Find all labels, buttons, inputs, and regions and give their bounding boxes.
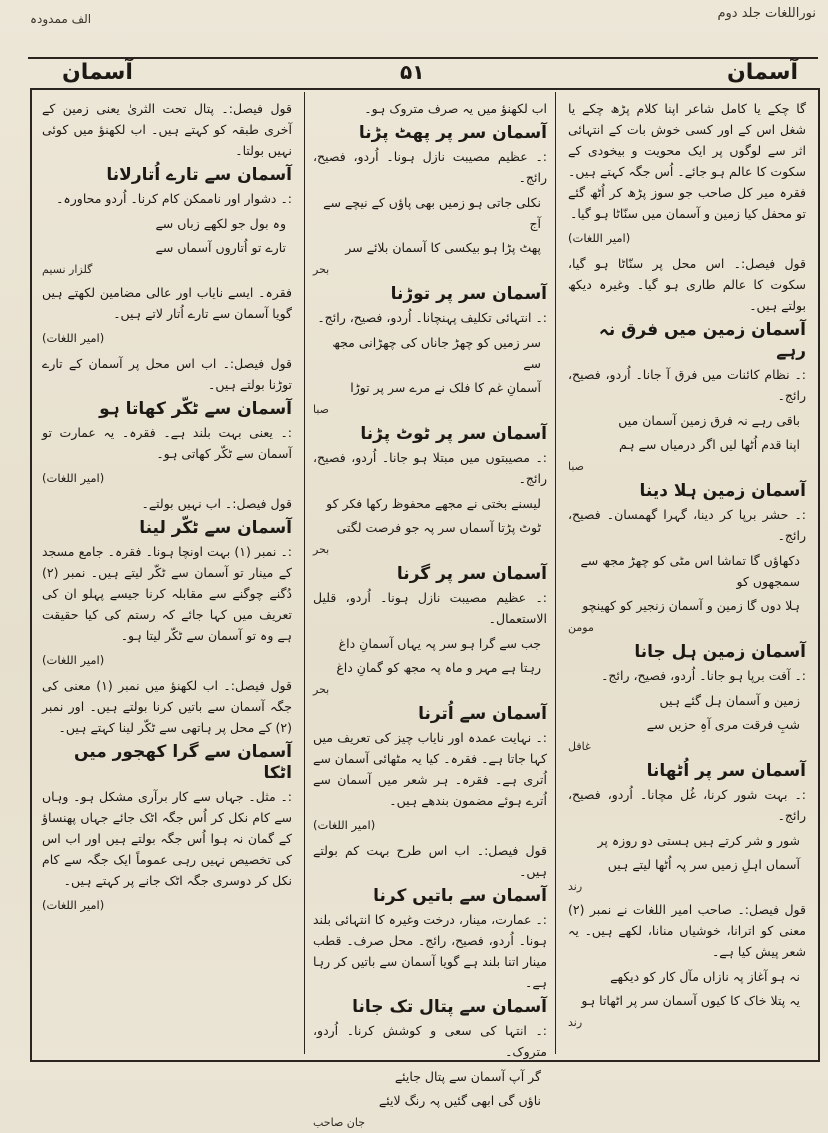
poet-name: رند <box>568 1016 583 1029</box>
poet-name: بحر <box>313 263 330 276</box>
entry-headword: آسمان سے ٹکّر کھاتا ہو <box>99 399 292 419</box>
entry-text: :۔ نہایت عمدہ اور نایاب چیز کی تعریف میں کہا جاتا ہے۔ فقرہ۔ کیا یہ مٹھائی آسمان سے اُتری ہے۔ فقرہ۔ ہر شعر میں آسمان سے اُترے ہوئے مضمون بندھے ہیں۔ <box>313 730 547 808</box>
verse-line: اپنا قدم اُٹھا لیں اگر درمیاں سے ہم <box>618 437 800 452</box>
entry-headword: آسمان زمین میں فرق نہ رہے <box>598 320 806 361</box>
entry-text: :۔ دشوار اور ناممکن کام کرنا۔ اُردو محاورہ۔ <box>56 191 292 206</box>
entry-text: :۔ مثل۔ جہاں سے کار برآری مشکل ہو۔ وہاں سے کام نکل کر اُس جگہ اٹک جائے جہاں پھنساؤ کے گمان نہ ہوا اُس جگہ بولتے ہیں اور اب اس کی تخصیص نہیں رہی عموماً ایک جگہ سے کام نکل کر دوسری جگہ اٹک جانے پر کہتے ہیں۔ <box>42 789 292 888</box>
entry-text: :۔ یعنی بہت بلند ہے۔ فقرہ۔ یہ عمارت تو آسمان سے ٹکّر کھاتی ہو۔ <box>42 425 292 461</box>
poet-name: بحر <box>313 543 330 556</box>
verse-line: نہ ہو آغاز پہ نازاں مآل کار کو دیکھے <box>610 969 800 984</box>
verse-line: سر زمیں کو چھڑ جاناں کی چھڑانی مجھ سے <box>332 335 541 371</box>
entry-text: اب لکھنؤ میں یہ صرف متروک ہو۔ <box>364 101 547 116</box>
poet-name: بحر <box>313 683 330 696</box>
entry-headword: آسمان زمین ہل جانا <box>634 642 806 662</box>
entry-text: :۔ انتہا کی سعی و کوشش کرنا۔ اُردو، متروک۔ <box>313 1023 547 1059</box>
headword-left: آسمان <box>62 60 133 85</box>
entry-text: :۔ عظیم مصیبت نازل ہونا۔ اُردو، قلیل الاستعمال۔ <box>313 590 547 626</box>
running-title: نوراللغات جلد دوم <box>717 6 816 21</box>
entry-text: :۔ نمبر (۱) بہت اونچا ہونا۔ فقرہ۔ جامع مسجد کے مینار تو آسمان سے ٹکّر لیتے ہیں۔ نمبر (۲) دُگنے چوگنے سے مقابلہ کرنا جیسے پہلو ان کی تعریف میں کہا جائے کہ رستم کی کیا حقیقت ہے وہ تو آسمان سے ٹکّر لیتا ہو۔ <box>42 544 293 643</box>
poet-name: صبا <box>313 403 330 416</box>
verse-line: گر آپ آسمان سے پتال جایئے <box>394 1069 541 1084</box>
source-citation: (امیر اللغات) <box>42 898 105 912</box>
poet-name: غافل <box>568 740 591 753</box>
verse-line: ٹوٹ پڑتا آسماں سر پہ جو فرصت لگتی <box>336 520 541 535</box>
verse-line: ناؤں گی ابھی گئیں پہ رنگ لایئے <box>378 1093 541 1108</box>
source-citation: (امیر اللغات) <box>42 653 105 667</box>
verse-line: رہتا ہے مہر و ماہ پہ مجھ کو گمانِ داغ <box>336 660 541 675</box>
column-right <box>560 92 814 1054</box>
entry-headword: آسمان سے گرا کھجور میں اٹکا <box>73 742 292 783</box>
verse-line: تارے تو اُتاروں آسماں سے <box>155 240 286 255</box>
entry-text: قول فیصل:۔ صاحب امیر اللغات نے نمبر (۲) معنی کو اترانا، خوشیاں منانا، لکھے ہیں۔ یہ شعر پیش کیا ہے۔ <box>568 902 806 959</box>
entry-text: :۔ حشر برپا کر دینا، گہرا گھمسان۔ فصیح، رائج۔ <box>568 507 806 543</box>
verse-line: شور و شر کرتے ہیں ہستی دو روزہ پر <box>597 833 800 848</box>
verse-line: جب سے گرا ہو سر پہ یہاں آسمانِ داغ <box>338 636 541 651</box>
verse-line: لیسنے بختی نے مجھے محفوظ رکھا فکر کو <box>326 496 541 511</box>
headword-right: آسمان <box>727 60 798 85</box>
verse-line: آسمانِ غم کا فلک نے مرے سر پر توڑا <box>350 380 541 395</box>
entry-text: گا چکے یا کامل شاعر اپنا کلام پڑھ چکے یا شغل اس کے اور کسی خوش بات کے انتہائی اثر سے لوگوں پر ایک محویت و بیخودی کے سکوت کا عالم ہو جائے۔ اُس جگہ کہتے ہیں۔ فقرہ میر کل صاحب جو سوز پڑھ کر اُٹھ گئے تو محفل کیا زمین و آسمان میں سنّاٹا ہو گیا۔ <box>568 101 806 221</box>
top-strip <box>0 0 828 52</box>
entry-text: قول فیصل:۔ پتال تحت الثریٰ یعنی زمین کے آخری طبقہ کو کہتے ہیں۔ اب لکھنؤ میں کوئی نہیں بولتا۔ <box>42 101 292 158</box>
verse-line: نکلی جاتی ہو زمیں بھی پاؤں کے نیچے سے آج <box>323 195 541 231</box>
verse-line: باقی رہے نہ فرق زمین آسمان میں <box>618 413 800 428</box>
verse-line: ہلا دوں گا زمین و آسمان زنجیر کو کھینچو <box>582 598 800 613</box>
source-citation: (امیر اللغات) <box>42 331 105 345</box>
entry-text: :۔ آفت برپا ہو جانا۔ اُردو، فصیح، رائج۔ <box>601 668 806 683</box>
verse-line: پھٹ پڑا ہو بیکسی کا آسمان بلائے سر <box>345 240 541 255</box>
entry-text: قول فیصل:۔ اب اس محل پر آسمان کے تارے توڑنا بولتے ہیں۔ <box>42 356 292 392</box>
entry-headword: آسمان سر پر گرنا <box>396 564 547 584</box>
entry-headword: آسمان سے تارے اُتارلانا <box>106 165 292 185</box>
verse-line: وہ بول جو لکھے زباں سے <box>155 216 286 231</box>
verse-line: یہ پتلا خاک کا کیوں آسمان سر پر اٹھاتا ہو <box>581 993 800 1008</box>
entry-headword: آسمان سر پر پھٹ پڑنا <box>358 123 547 143</box>
poet-name: گلزار نسیم <box>42 263 93 276</box>
verse-line: شبِ فرقت مری آہِ حزیں سے <box>646 717 800 732</box>
entry-text: :۔ نظام کائنات میں فرق آ جانا۔ اُردو، فصیح، رائج۔ <box>568 367 806 403</box>
poet-name: جان صاحب <box>313 1116 366 1129</box>
source-citation: (امیر اللغات) <box>313 818 376 832</box>
entry-text: :۔ عمارت، مینار، درخت وغیرہ کا انتہائی بلند ہونا۔ اُردو، فصیح، رائج۔ محل صرف۔ قطب مینار اتنا بلند ہے گویا آسمان سے باتیں کر رہا ہے۔ <box>313 912 547 990</box>
entry-text: :۔ بہت شور کرنا، غُل مچانا۔ اُردو، فصیح، رائج۔ <box>568 787 806 823</box>
entry-text: قول فیصل:۔ اب لکھنؤ میں نمبر (۱) معنی کی جگہ آسمان سے باتیں کرنا بولتے ہیں۔ اور نمبر (۲) کے محل پر ہاتھی سے ٹکّر لینا کہتے ہیں۔ <box>42 678 292 735</box>
poet-name: رند <box>568 880 583 893</box>
entry-text: فقرہ۔ ایسے نایاب اور عالی مضامین لکھتے ہیں گویا آسمان سے تارے اُتار لاتے ہیں۔ <box>42 285 292 321</box>
entry-text: :۔ عظیم مصیبت نازل ہونا۔ اُردو، فصیح، رائج۔ <box>313 149 547 185</box>
entry-headword: آسمان سر پر اُٹھانا <box>646 761 806 781</box>
entry-headword: آسمان سے پتال تک جانا <box>352 997 547 1017</box>
poet-name: صبا <box>568 460 585 473</box>
entry-text: قول فیصل:۔ اب نہیں بولتے۔ <box>141 496 292 511</box>
source-citation: (امیر اللغات) <box>568 231 631 245</box>
entry-headword: آسمان سے باتیں کرنا <box>373 886 547 906</box>
verse-line: دکھاؤں گا تماشا اس مٹی کو چھڑ مجھ سے سمجھوں کو <box>580 553 800 589</box>
entry-text: قول فیصل:۔ اس محل پر سنّاٹا ہو گیا، سکوت کا عالم طاری ہو گیا۔ وغیرہ دیکھ بولتے ہیں۔ <box>568 256 806 313</box>
entry-headword: آسمان سر پر ٹوٹ پڑنا <box>360 424 547 444</box>
page-number: ۵۱ <box>400 60 425 84</box>
poet-name: مومن <box>568 621 594 634</box>
entry-headword: آسمان سے اُترنا <box>418 704 547 724</box>
column-left <box>34 92 300 1054</box>
entry-text: قول فیصل:۔ اب اس طرح بہت کم بولتے ہیں۔ <box>313 843 547 879</box>
entry-headword: آسمان سے ٹکّر لینا <box>139 518 292 538</box>
entry-headword: آسمان سر پر توڑنا <box>390 284 547 304</box>
entry-text: :۔ مصیبتوں میں مبتلا ہو جانا۔ اُردو، فصیح، رائج۔ <box>313 450 547 486</box>
column-middle <box>304 92 556 1129</box>
entry-text: :۔ انتہائی تکلیف پہنچانا۔ اُردو، فصیح، رائج۔ <box>317 310 547 325</box>
source-citation: (امیر اللغات) <box>42 471 105 485</box>
entry-headword: آسمان زمین ہلا دینا <box>639 481 806 501</box>
running-range: الف ممدودہ <box>30 12 92 26</box>
verse-line: زمین و آسمان ہل گئے ہیں <box>659 693 800 708</box>
header-rule <box>28 57 818 59</box>
verse-line: آسماں اہلِ زمیں سر پہ اُٹھا لیتے ہیں <box>607 857 800 872</box>
